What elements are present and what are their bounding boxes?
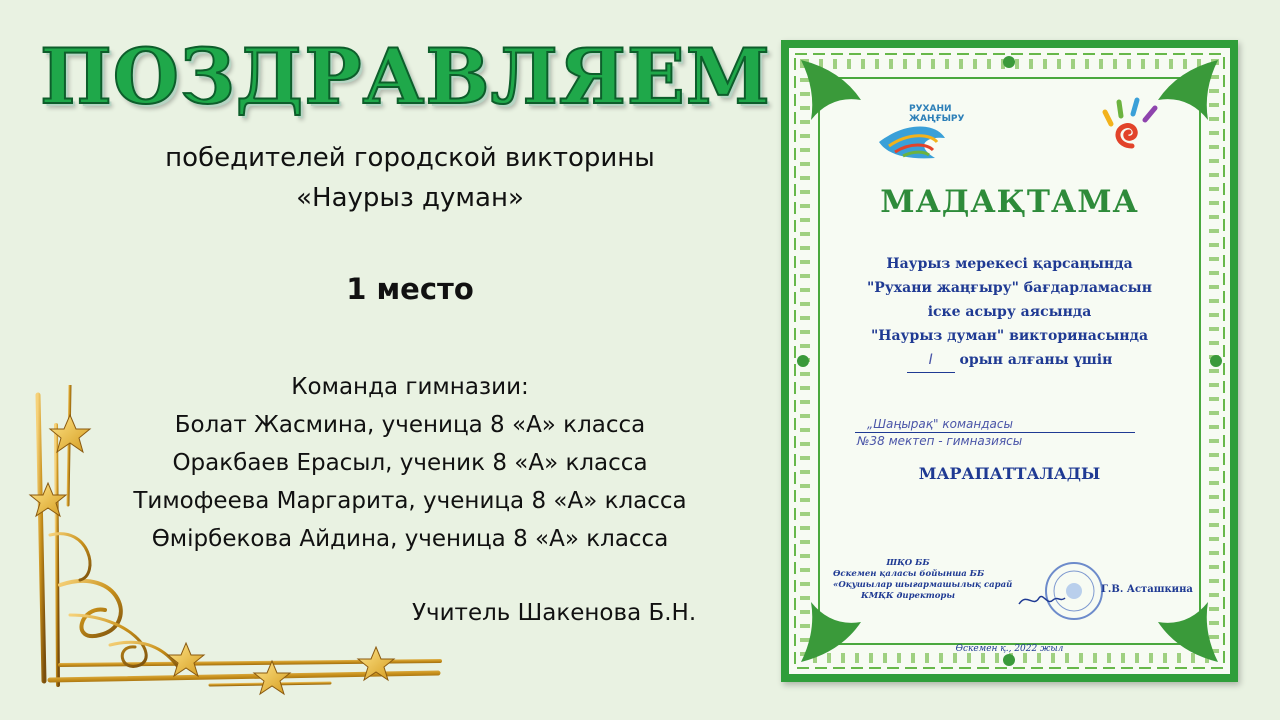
gold-corner-ornament <box>10 385 450 705</box>
signer-line: ШҚО ББ <box>886 558 930 568</box>
certificate-signer <box>833 558 1013 602</box>
certificate-director: Г.В. Асташкина <box>1101 584 1193 595</box>
subtitle <box>40 138 780 218</box>
teacher-name: Учитель Шакенова Б.Н. <box>412 600 697 626</box>
team-member: Өмірбекова Айдина, ученица 8 «А» класса <box>151 526 669 552</box>
handwritten-team: „Шаңырақ" командасы <box>855 416 1135 433</box>
certificate-content <box>831 88 1193 654</box>
certificate-line: "Наурыз думан" викторинасында <box>870 328 1149 344</box>
certificate-heading: МАДАҚТАМА <box>880 184 1139 220</box>
team-member: Болат Жасмина, ученица 8 «А» класса <box>174 412 646 438</box>
team-heading: Команда гимназии: <box>291 374 529 400</box>
team-member: Оракбаев Ерасыл, ученик 8 «А» класса <box>172 450 648 476</box>
certificate-place-suffix: орын алғаны үшін <box>954 352 1113 368</box>
rukhani-zhangyru-logo-text <box>909 104 964 124</box>
certificate-line: "Рухани жаңғыру" бағдарламасын <box>867 280 1152 296</box>
logo-text-line-2: ЖАҢҒЫРУ <box>909 114 965 124</box>
certificate-line: іске асыру аясында <box>927 304 1092 320</box>
handwritten-school: №38 мектеп - гимназиясы <box>857 434 1023 448</box>
certificate-line: Наурыз мерекесі қарсаңында <box>886 256 1133 272</box>
certificate-footer: Өскемен қ., 2022 жыл <box>955 644 1064 654</box>
star-icon <box>30 483 66 516</box>
certificate-place-line <box>831 348 1188 373</box>
page-title: ПОЗДРАВЛЯЕМ <box>40 32 771 121</box>
place-label: 1 место <box>346 272 474 306</box>
logo-text-line-1: РУХАНИ <box>909 104 952 114</box>
hand-spiral-logo <box>1099 96 1165 162</box>
certificate-place-value: I <box>907 348 955 373</box>
subtitle-line-1: победителей городской викторины <box>165 143 655 173</box>
certificate <box>781 40 1238 682</box>
certificate-award: МАРАПАТТАЛАДЫ <box>918 464 1101 483</box>
certificate-body <box>831 252 1188 373</box>
handwritten-entry <box>855 416 1135 449</box>
team-member: Тимофеева Маргарита, ученица 8 «А» класса <box>133 488 687 514</box>
signer-line: КМҚК директоры <box>861 591 955 601</box>
star-icon <box>168 643 204 676</box>
signer-line: «Оқушылар шығармашылық сарай <box>833 580 1013 590</box>
signer-line: Өскемен қаласы бойынша ББ <box>833 569 985 579</box>
star-icon <box>254 661 290 694</box>
signature <box>1017 590 1067 610</box>
subtitle-line-2: «Наурыз думан» <box>296 183 524 213</box>
